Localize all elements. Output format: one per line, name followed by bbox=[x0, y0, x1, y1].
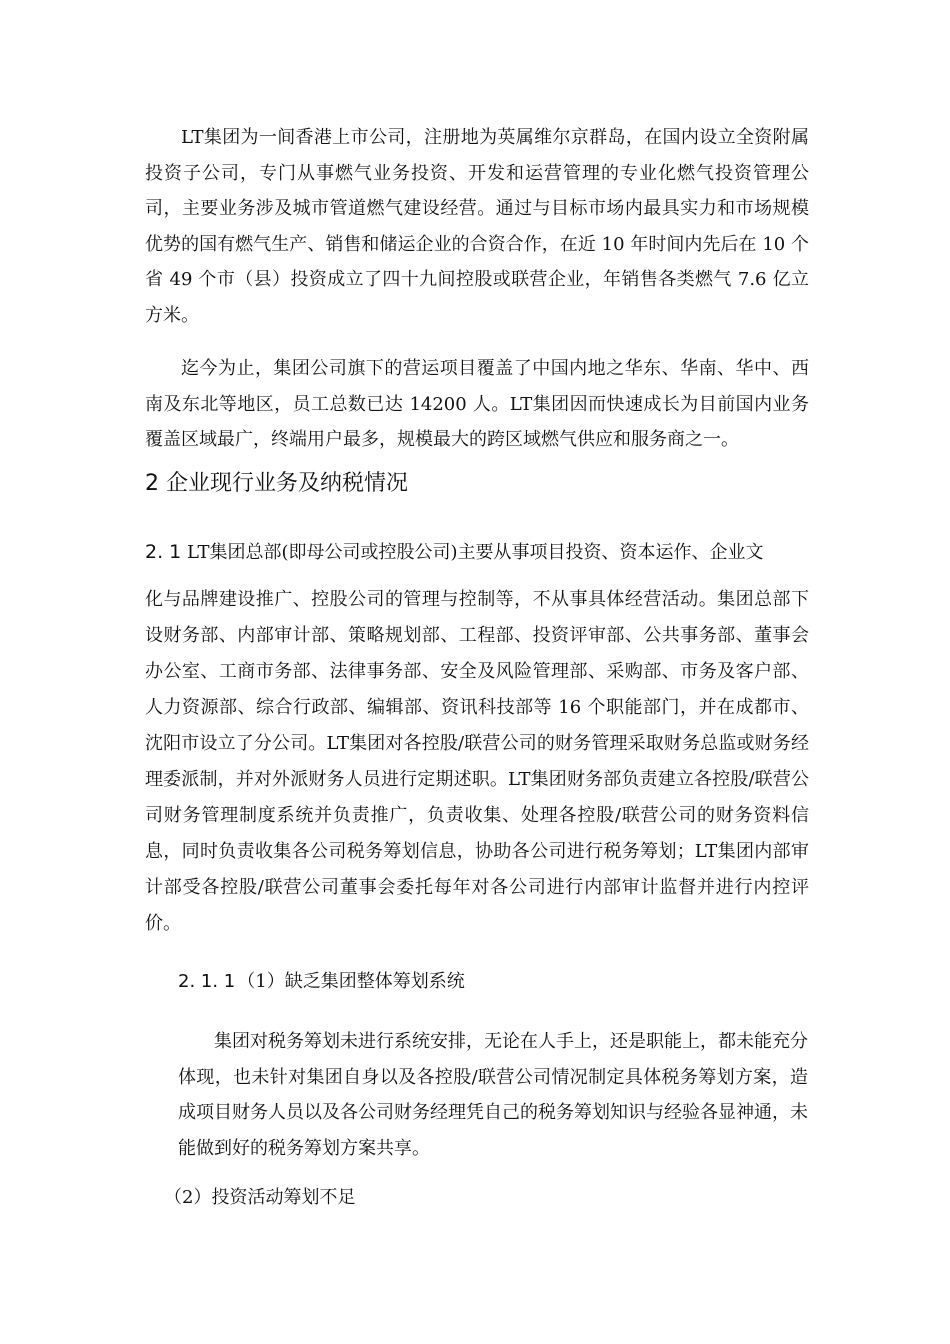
section-2-1-1-title: （1）缺乏集团整体筹划系统 bbox=[237, 971, 465, 992]
section-2-1-number: 2. 1 bbox=[145, 541, 182, 563]
list-item-2: （2）投资活动筹划不足 bbox=[164, 1187, 356, 1208]
intro-paragraph: LT集团为一间香港上市公司，注册地为英属维尔京群岛，在国内设立全资附属投资子公司，专门从事燃气业务投资、开发和运营管理的专业化燃气投资管理公司，主要业务涉及城市管道燃气建设经营。通过与目标市场内最具实力和市场规模优势的国有燃气生产、销售和储运企业的合资合作，在近 10 年时间内先后在 10 个省 49 个市（县）投资成立了四十九间控股或联营企业，年销售各类燃气 7.6 亿立方米。 bbox=[145, 127, 809, 326]
section-2-1-lead-line bbox=[145, 534, 809, 582]
section-2-1-1-number: 2. 1. 1 bbox=[178, 971, 236, 992]
section-heading-2-1-1 bbox=[178, 964, 465, 1000]
coverage-paragraph: 迄今为止，集团公司旗下的营运项目覆盖了中国内地之华东、华南、华中、西南及东北等地区，员工总数已达 14200 人。LT集团因而快速成长为目前国内业务覆盖区域最广，终端用户最多，规模最大的跨区域燃气供应和服务商之一。 bbox=[145, 358, 809, 450]
lack-of-planning-paragraph: 集团对税务筹划未进行系统安排，无论在人手上，还是职能上，都未能充分体现，也未针对集团自身以及各控股/联营公司情况制定具体税务筹划方案，造成项目财务人员以及各公司财务经理凭自己的税务筹划知识与经验各显神通，未能做到好的税务筹划方案共享。 bbox=[178, 1031, 808, 1159]
section-2-1-paragraph bbox=[145, 534, 809, 942]
section-2-1-body-text: 化与品牌建设推广、控股公司的管理与控制等，不从事具体经营活动。集团总部下设财务部、内部审计部、策略规划部、工程部、投资评审部、公共事务部、董事会办公室、工商市务部、法律事务部、安全及风险管理部、采购部、市务及客户部、人力资源部、综合行政部、编辑部、资讯科技部等 16 个职能部门，并在成都市、沈阳市设立了分公司。LT集团对各控股/联营公司的财务管理采取财务总监或财务经理委派制，并对外派财务人员进行定期述职。LT集团财务部负责建立各控股/联营公司财务管理制度系统并负责推广，负责收集、处理各控股/联营公司的财务资料信息，同时负责收集各公司税务筹划信息，协助各公司进行税务筹划；LT集团内部审计部受各控股/联营公司董事会委托每年对各公司进行内部审计监督并进行内控评价。 bbox=[145, 589, 809, 934]
section-heading-2: 2 企业现行业务及纳税情况 bbox=[145, 471, 408, 496]
section-2-1-lead-text: LT集团总部(即母公司或控股公司)主要从事项目投资、资本运作、企业文 bbox=[187, 542, 764, 563]
